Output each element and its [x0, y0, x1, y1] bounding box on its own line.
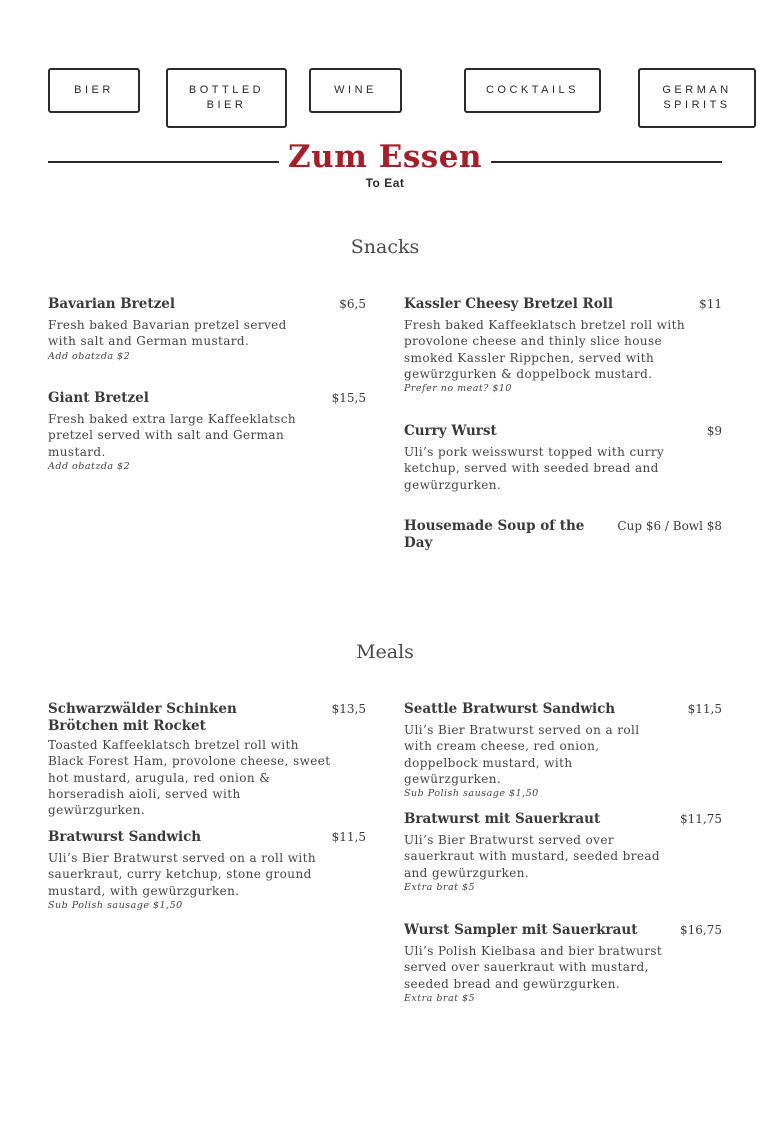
menu-item-note: Add obatzda $2: [48, 460, 131, 472]
menu-item-description: Uli’s Bier Bratwurst served on a roll with cream cheese, red onion, doppelbock mustard, with gewürzgurken.: [404, 723, 640, 786]
menu-item-price: $13,5: [331, 702, 366, 716]
menu-item-description: Fresh baked Kaffeeklatsch bretzel roll with provolone cheese and thinly slice house smoked Kassler Rippchen, served with gewürzgurken & doppelbock mustard.: [404, 318, 686, 381]
menu-item-price: $15,5: [331, 391, 366, 405]
menu-item-description: Uli’s Polish Kielbasa and bier bratwurst served over sauerkraut with mustard, seeded bread and gewürzgurken.: [404, 944, 663, 991]
menu-item-name: Curry Wurst: [404, 423, 497, 439]
menu-item-note: Extra brat $5: [404, 881, 476, 893]
nav-button-cocktails[interactable]: [464, 68, 601, 113]
nav-button-german-spirits-label-line1: GERMAN: [662, 84, 732, 96]
menu-item-name: Seattle Bratwurst Sandwich: [404, 701, 616, 717]
menu-item-description: Fresh baked Bavarian pretzel served with salt and German mustard.: [48, 318, 287, 349]
menu-item: [404, 423, 722, 493]
menu-item-price: $11,75: [680, 812, 722, 826]
menu-item-price: $9: [706, 424, 722, 438]
menu-item-note: Extra brat $5: [404, 992, 476, 1004]
nav-button-bottled-bier-label-line2: BIER: [206, 99, 247, 111]
menu-item-name: Schwarzwälder Schinken Brötchen mit Rocket: [48, 701, 237, 734]
section-title-snacks: Snacks: [350, 236, 420, 258]
menu-item-description: Uli’s Bier Bratwurst served over sauerkraut with mustard, seeded bread and gewürzgurken.: [404, 833, 660, 880]
header-rule-left: [48, 161, 279, 163]
menu-item-description: Uli’s Bier Bratwurst served on a roll with sauerkraut, curry ketchup, stone ground mustard, with gewürzgurken.: [48, 851, 316, 898]
menu-item-description: Fresh baked extra large Kaffeeklatsch pretzel served with salt and German mustard.: [48, 412, 296, 459]
menu-item-price: Cup $6 / Bowl $8: [617, 519, 722, 533]
menu-item: [48, 701, 366, 818]
nav-button-german-spirits[interactable]: [638, 68, 756, 128]
menu-item-name: Bavarian Bretzel: [48, 296, 175, 312]
section-title-meals: Meals: [356, 641, 414, 663]
menu-item-description: Toasted Kaffeeklatsch bretzel roll with Black Forest Ham, provolone cheese, sweet hot mustard, arugula, red onion & horseradish aioli, served with gewürzgurken.: [48, 738, 331, 818]
menu-item-price: $16,75: [680, 923, 722, 937]
menu-item-name: Giant Bretzel: [48, 390, 149, 406]
menu-item: [48, 296, 366, 362]
menu-item: [404, 518, 722, 552]
nav-button-bier-label: BIER: [74, 84, 114, 96]
menu-item-name: Bratwurst mit Sauerkraut: [404, 811, 601, 827]
nav-button-bier[interactable]: [48, 68, 140, 113]
menu-item-price: $11,5: [687, 702, 722, 716]
menu-item: [404, 811, 722, 893]
menu-item-note: Sub Polish sausage $1,50: [404, 788, 539, 800]
menu-item-note: Prefer no meat? $10: [404, 383, 512, 395]
menu-item-price: $6,5: [339, 297, 366, 311]
menu-item: [48, 829, 366, 911]
menu-item-description: Uli’s pork weisswurst topped with curry ketchup, served with seeded bread and gewürzgurken.: [404, 445, 665, 492]
nav-button-wine-label: WINE: [334, 84, 377, 96]
menu-item-note: Add obatzda $2: [48, 350, 131, 362]
nav-button-german-spirits-label-line2: SPIRITS: [663, 99, 731, 111]
menu-item-note: Sub Polish sausage $1,50: [48, 899, 183, 911]
menu-item-name: Bratwurst Sandwich: [48, 829, 202, 845]
menu-item: [404, 296, 722, 394]
nav-button-cocktails-label: COCKTAILS: [485, 84, 580, 96]
menu-item: [404, 701, 722, 799]
header-rule-right: [491, 161, 722, 163]
nav-button-wine[interactable]: [309, 68, 402, 113]
menu-item-price: $11: [699, 297, 722, 311]
menu-item-name: Housemade Soup of the Day: [404, 518, 585, 551]
nav-button-bottled-bier[interactable]: [166, 68, 287, 128]
menu-item-price: $11,5: [331, 830, 366, 844]
menu-item: [48, 390, 366, 472]
menu-item: [404, 922, 722, 1004]
menu-item-name: Kassler Cheesy Bretzel Roll: [404, 296, 614, 312]
nav-button-bottled-bier-label-line1: BOTTLED: [188, 84, 265, 96]
page-title: Zum Essen: [287, 139, 483, 175]
page-subtitle: To Eat: [365, 176, 405, 190]
menu-item-name: Wurst Sampler mit Sauerkraut: [404, 922, 638, 938]
